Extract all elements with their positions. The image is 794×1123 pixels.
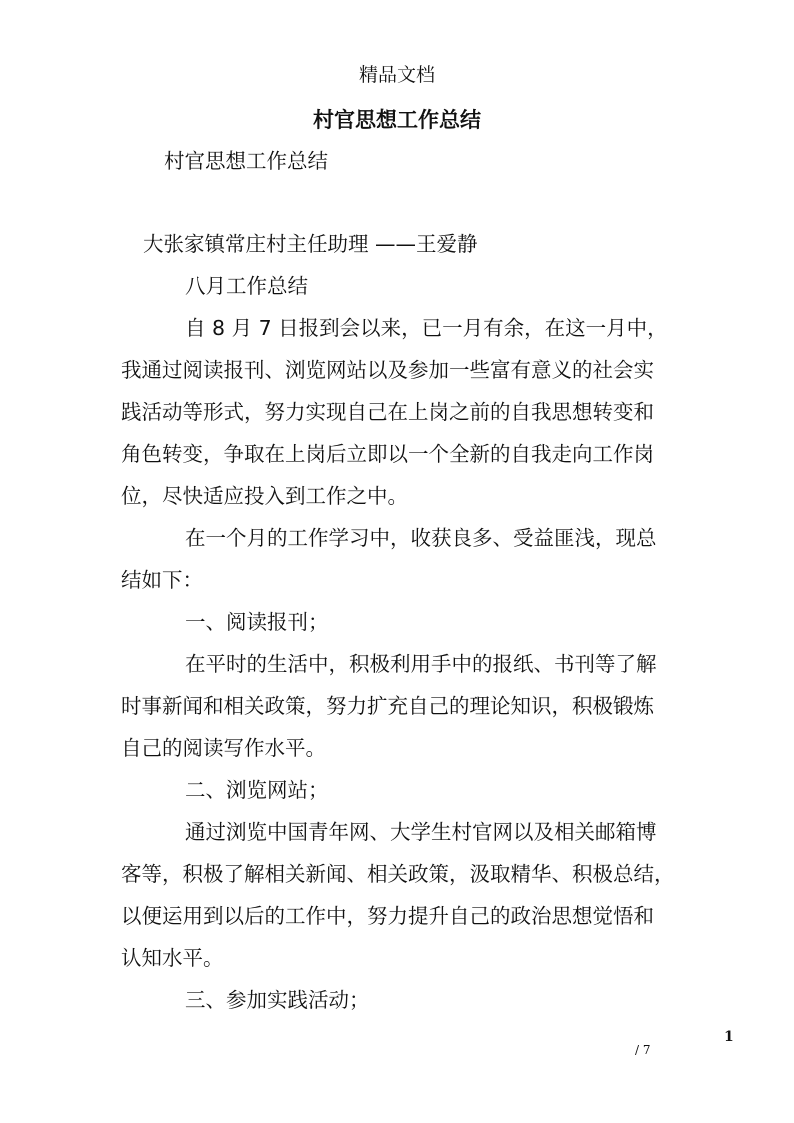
body-line: 在平时的生活中，积极利用手中的报纸、书刊等了解 — [185, 652, 657, 676]
body-line: 角色转变，争取在上岗后立即以一个全新的自我走向工作岗 — [121, 442, 654, 466]
body-line: 以便运用到以后的工作中，努力提升自己的政治思想觉悟和 — [121, 904, 654, 928]
document-title: 村官思想工作总结 — [313, 107, 481, 132]
list-heading: 三、参加实践活动； — [185, 988, 370, 1012]
body-line: 通过浏览中国青年网、大学生村官网以及相关邮箱博 — [185, 820, 657, 844]
body-line: 位，尽快适应投入到工作之中。 — [121, 484, 408, 508]
header-label: 精品文档 — [358, 64, 435, 86]
author-line: 大张家镇常庄村主任助理 ——王爱静 — [143, 232, 478, 256]
body-line: 自己的阅读写作水平。 — [121, 736, 326, 760]
body-line: 客等，积极了解相关新闻、相关政策，汲取精华、积极总结， — [121, 862, 675, 886]
list-heading: 一、阅读报刊； — [185, 610, 329, 634]
subtitle-line: 村官思想工作总结 — [164, 149, 328, 173]
body-line: 我通过阅读报刊、浏览网站以及参加一些富有意义的社会实 — [121, 358, 654, 382]
body-line: 结如下： — [121, 568, 203, 592]
body-line: 践活动等形式，努力实现自己在上岗之前的自我思想转变和 — [121, 400, 654, 424]
body-line: 时事新闻和相关政策，努力扩充自己的理论知识，积极锻炼 — [121, 694, 654, 718]
body-line: 认知水平。 — [121, 946, 224, 970]
list-heading: 二、浏览网站； — [185, 778, 329, 802]
section-heading: 八月工作总结 — [185, 274, 308, 298]
body-line: 在一个月的工作学习中，收获良多、受益匪浅，现总 — [185, 526, 657, 550]
body-line: 自 8 月 7 日报到会以来，已一月有余，在这一月中， — [185, 316, 668, 340]
page-total: / 7 — [635, 1043, 651, 1057]
page-number: 1 — [724, 1029, 734, 1045]
